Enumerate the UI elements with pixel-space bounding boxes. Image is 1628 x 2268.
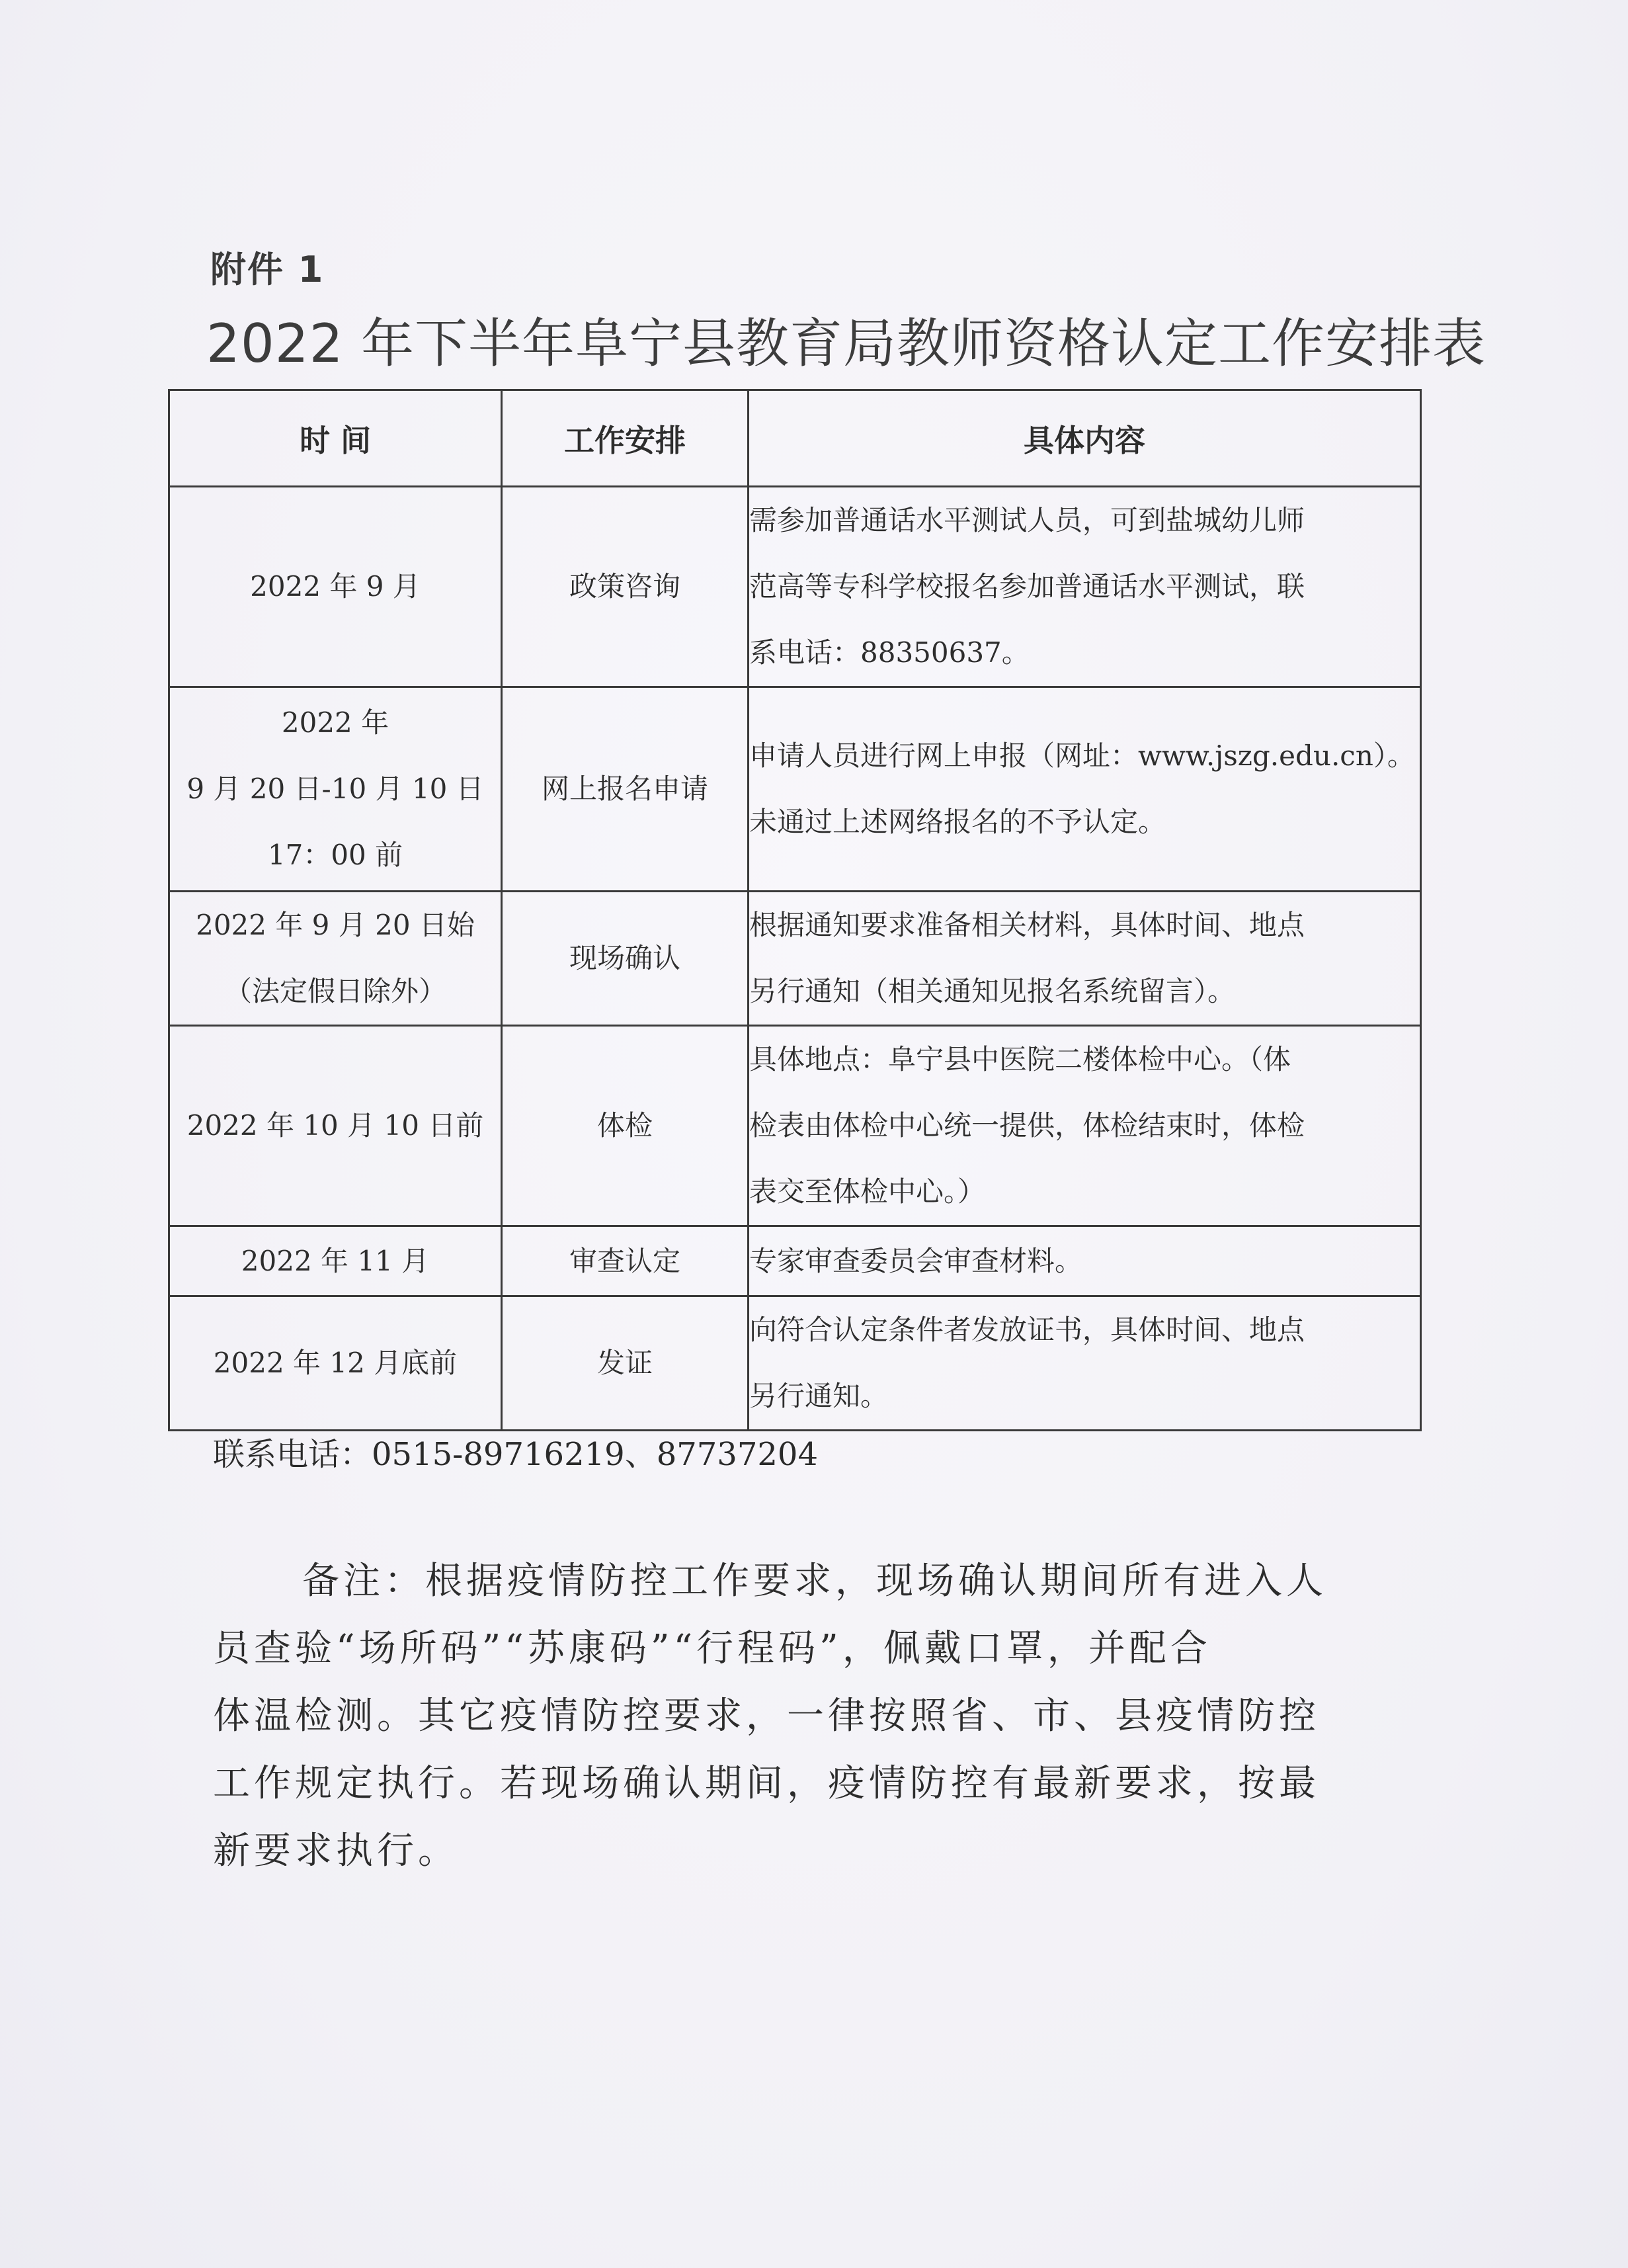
note-line: 工作规定执行。若现场确认期间，疫情防控有最新要求，按最 bbox=[213, 1762, 1320, 1805]
contact-phone: 联系电话：0515-89716219、87737204 bbox=[213, 1436, 819, 1473]
row-time-line: 2022 年 9 月 bbox=[250, 570, 421, 603]
row-detail-line: 申请人员进行网上申报（网址：www.jszg.edu.cn）。 bbox=[749, 739, 1415, 772]
header-time: 时 间 bbox=[169, 390, 502, 487]
row-time-line: 2022 年 9 月 20 日始 bbox=[196, 909, 475, 941]
note-paragraph bbox=[213, 1548, 1383, 1885]
row-time-cell bbox=[169, 1296, 502, 1431]
row-time-cell bbox=[169, 687, 502, 892]
table-row bbox=[169, 487, 1421, 687]
row-task-cell: 体检 bbox=[502, 1026, 749, 1226]
table-row bbox=[169, 1026, 1421, 1226]
row-time-cell bbox=[169, 1226, 502, 1296]
row-detail-cell bbox=[749, 487, 1421, 687]
row-task-cell: 网上报名申请 bbox=[502, 687, 749, 892]
attachment-label: 附件 1 bbox=[210, 249, 325, 290]
document-title: 2022 年下半年阜宁县教育局教师资格认定工作安排表 bbox=[206, 313, 1486, 374]
note-line: 新要求执行。 bbox=[213, 1829, 459, 1872]
row-task-cell: 现场确认 bbox=[502, 892, 749, 1026]
row-detail-line: 向符合认定条件者发放证书，具体时间、地点 bbox=[749, 1314, 1305, 1346]
row-detail-line: 专家审查委员会审查材料。 bbox=[749, 1244, 1083, 1277]
table-row bbox=[169, 892, 1421, 1026]
table-header-row bbox=[169, 390, 1421, 487]
row-detail-line: 具体地点：阜宁县中医院二楼体检中心。（体 bbox=[749, 1043, 1291, 1075]
row-task-cell: 审查认定 bbox=[502, 1226, 749, 1296]
note-line: 体温检测。其它疫情防控要求，一律按照省、市、县疫情防控 bbox=[213, 1695, 1320, 1738]
table-row bbox=[169, 1296, 1421, 1431]
table-row bbox=[169, 687, 1421, 892]
row-detail-cell bbox=[749, 1296, 1421, 1431]
row-time-line: 9 月 20 日-10 月 10 日 bbox=[186, 773, 484, 805]
table-row bbox=[169, 1226, 1421, 1296]
header-task: 工作安排 bbox=[502, 390, 749, 487]
row-detail-cell bbox=[749, 1026, 1421, 1226]
row-detail-line: 需参加普通话水平测试人员，可到盐城幼儿师 bbox=[749, 504, 1305, 536]
row-detail-line: 系电话：88350637。 bbox=[749, 636, 1030, 669]
row-time-line: 2022 年 bbox=[281, 706, 389, 739]
row-time-line: （法定假日除外） bbox=[224, 975, 446, 1007]
row-detail-line: 另行通知（相关通知见报名系统留言）。 bbox=[749, 975, 1236, 1007]
row-detail-line: 表交至体检中心。） bbox=[749, 1175, 986, 1208]
schedule-table bbox=[168, 389, 1422, 1431]
row-detail-line: 未通过上述网络报名的不予认定。 bbox=[749, 806, 1166, 838]
row-time-line: 2022 年 12 月底前 bbox=[213, 1347, 458, 1379]
row-time-line: 2022 年 10 月 10 日前 bbox=[186, 1109, 484, 1142]
note-line: 备注：根据疫情防控工作要求，现场确认期间所有进入人 bbox=[302, 1560, 1327, 1603]
header-detail: 具体内容 bbox=[749, 390, 1421, 487]
row-task-cell: 发证 bbox=[502, 1296, 749, 1431]
row-detail-cell bbox=[749, 687, 1421, 892]
row-detail-line: 检表由体检中心统一提供，体检结束时，体检 bbox=[749, 1109, 1305, 1142]
note-line: 员查验“场所码”“苏康码”“行程码”，佩戴口罩，并配合 bbox=[213, 1627, 1211, 1670]
row-detail-cell bbox=[749, 1226, 1421, 1296]
row-time-cell bbox=[169, 1026, 502, 1226]
row-detail-cell bbox=[749, 892, 1421, 1026]
row-detail-line: 根据通知要求准备相关材料，具体时间、地点 bbox=[749, 909, 1305, 941]
row-task-cell: 政策咨询 bbox=[502, 487, 749, 687]
row-time-cell bbox=[169, 487, 502, 687]
row-time-cell bbox=[169, 892, 502, 1026]
row-detail-line: 另行通知。 bbox=[749, 1380, 889, 1412]
row-time-line: 2022 年 11 月 bbox=[241, 1244, 430, 1277]
row-detail-line: 范高等专科学校报名参加普通话水平测试，联 bbox=[749, 570, 1305, 603]
row-time-line: 17：00 前 bbox=[267, 839, 403, 871]
